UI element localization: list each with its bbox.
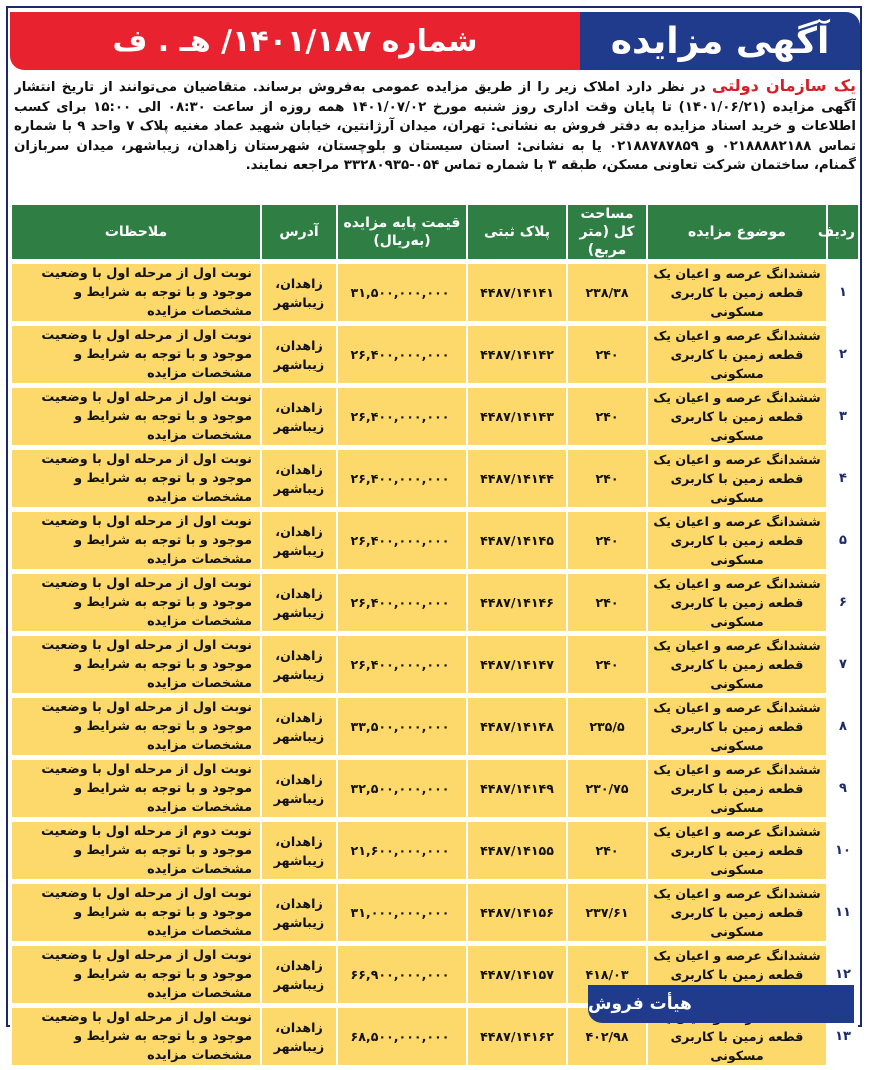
table-row xyxy=(10,264,858,321)
row-number-cell: ۱۱ xyxy=(826,884,858,941)
table-row xyxy=(10,326,858,383)
plaque-cell: ۴۴۸۷/۱۴۱۵۵ xyxy=(466,822,566,879)
ad-number-banner xyxy=(10,12,580,70)
subject-cell: ششدانگ عرصه و اعیان یک قطعه زمین با کاربری مسکونی xyxy=(646,512,826,569)
notes-cell: نوبت اول از مرحله اول با وضعیت موجود و با توجه به شرایط و مشخصات مزایده xyxy=(10,884,260,941)
price-cell: ۲۶,۴۰۰,۰۰۰,۰۰۰ xyxy=(336,574,466,631)
row-number-cell: ۶ xyxy=(826,574,858,631)
address-cell: زاهدان، زیباشهر xyxy=(260,574,336,631)
address-cell: زاهدان، زیباشهر xyxy=(260,636,336,693)
notes-cell: نوبت اول از مرحله اول با وضعیت موجود و با توجه به شرایط و مشخصات مزایده xyxy=(10,698,260,755)
address-cell: زاهدان، زیباشهر xyxy=(260,760,336,817)
col-header-price: قیمت پایه مزایده (به‌ریال) xyxy=(336,205,466,259)
notes-cell: نوبت دوم از مرحله اول با وضعیت موجود و با توجه به شرایط و مشخصات مزایده xyxy=(10,822,260,879)
price-cell: ۲۶,۴۰۰,۰۰۰,۰۰۰ xyxy=(336,512,466,569)
price-cell: ۲۶,۴۰۰,۰۰۰,۰۰۰ xyxy=(336,326,466,383)
price-cell: ۲۶,۴۰۰,۰۰۰,۰۰۰ xyxy=(336,450,466,507)
plaque-cell: ۴۴۸۷/۱۴۱۴۷ xyxy=(466,636,566,693)
price-cell: ۳۳,۵۰۰,۰۰۰,۰۰۰ xyxy=(336,698,466,755)
notes-cell: نوبت اول از مرحله اول با وضعیت موجود و با توجه به شرایط و مشخصات مزایده xyxy=(10,388,260,445)
notes-cell: نوبت اول از مرحله اول با وضعیت موجود و با توجه به شرایط و مشخصات مزایده xyxy=(10,512,260,569)
table-row xyxy=(10,636,858,693)
area-cell: ۲۴۰ xyxy=(566,450,646,507)
table-row xyxy=(10,450,858,507)
subject-cell: ششدانگ عرصه و اعیان یک قطعه زمین با کاربری مسکونی xyxy=(646,450,826,507)
notes-cell: نوبت اول از مرحله اول با وضعیت موجود و با توجه به شرایط و مشخصات مزایده xyxy=(10,574,260,631)
subject-cell: ششدانگ عرصه و اعیان یک قطعه زمین با کاربری مسکونی xyxy=(646,698,826,755)
plaque-cell: ۴۴۸۷/۱۴۱۵۶ xyxy=(466,884,566,941)
footer-label: هیأت فروش xyxy=(588,994,692,1014)
area-cell: ۴۱۸/۰۳ xyxy=(566,946,646,1003)
price-cell: ۲۶,۴۰۰,۰۰۰,۰۰۰ xyxy=(336,388,466,445)
table-row xyxy=(10,884,858,941)
ad-header xyxy=(10,12,860,70)
address-cell: زاهدان، زیباشهر xyxy=(260,1008,336,1065)
subject-cell: قطعه زمین با کاربری مسکونی xyxy=(646,1008,826,1065)
area-cell: ۲۴۰ xyxy=(566,388,646,445)
plaque-cell: ۴۴۸۷/۱۴۱۴۵ xyxy=(466,512,566,569)
notes-cell: نوبت اول از مرحله اول با وضعیت موجود و با توجه به شرایط و مشخصات مزایده xyxy=(10,450,260,507)
row-number-cell: ۱ xyxy=(826,264,858,321)
footer-banner xyxy=(588,985,854,1023)
ad-title-banner xyxy=(580,12,860,70)
col-header-notes: ملاحظات xyxy=(10,205,260,259)
address-cell: زاهدان، زیباشهر xyxy=(260,884,336,941)
plaque-cell: ۴۴۸۷/۱۴۱۴۳ xyxy=(466,388,566,445)
plaque-cell: ۴۴۸۷/۱۴۱۴۱ xyxy=(466,264,566,321)
notes-cell: نوبت اول از مرحله اول با وضعیت موجود و با توجه به شرایط و مشخصات مزایده xyxy=(10,760,260,817)
price-cell: ۳۲,۵۰۰,۰۰۰,۰۰۰ xyxy=(336,760,466,817)
address-cell: زاهدان، زیباشهر xyxy=(260,822,336,879)
notes-cell: نوبت اول از مرحله اول با وضعیت موجود و با توجه به شرایط و مشخصات مزایده xyxy=(10,326,260,383)
row-number-cell: ۱۳ xyxy=(826,1008,858,1065)
notes-cell: نوبت اول از مرحله اول با وضعیت موجود و با توجه به شرایط و مشخصات مزایده xyxy=(10,264,260,321)
row-number-cell: ۴ xyxy=(826,450,858,507)
auction-table xyxy=(10,200,858,1070)
table-row xyxy=(10,574,858,631)
col-header-row: ردیف xyxy=(826,205,858,259)
price-cell: ۲۱,۶۰۰,۰۰۰,۰۰۰ xyxy=(336,822,466,879)
plaque-cell: ۴۴۸۷/۱۴۱۴۸ xyxy=(466,698,566,755)
area-cell: ۲۴۰ xyxy=(566,574,646,631)
row-number-cell: ۹ xyxy=(826,760,858,817)
subject-cell: ششدانگ عرصه و اعیان یک قطعه زمین با کاربری مسکونی xyxy=(646,264,826,321)
table-header-row xyxy=(10,205,858,259)
row-number-cell: ۸ xyxy=(826,698,858,755)
price-cell: ۲۶,۴۰۰,۰۰۰,۰۰۰ xyxy=(336,636,466,693)
address-cell: زاهدان، زیباشهر xyxy=(260,326,336,383)
subject-cell: ششدانگ عرصه و اعیان یک قطعه زمین با کاربری مسکونی xyxy=(646,822,826,879)
row-number-cell: ۷ xyxy=(826,636,858,693)
table-row xyxy=(10,388,858,445)
price-cell: ۶۸,۵۰۰,۰۰۰,۰۰۰ xyxy=(336,1008,466,1065)
plaque-cell: ۴۴۸۷/۱۴۱۶۲ xyxy=(466,1008,566,1065)
address-cell: زاهدان، زیباشهر xyxy=(260,450,336,507)
subject-cell: ششدانگ عرصه و اعیان یک قطعه زمین با کاربری مسکونی xyxy=(646,636,826,693)
address-cell: زاهدان، زیباشهر xyxy=(260,698,336,755)
row-number-cell: ۱۰ xyxy=(826,822,858,879)
area-cell: ۲۴۰ xyxy=(566,822,646,879)
row-number-cell: ۲ xyxy=(826,326,858,383)
col-header-plaque: پلاک ثبتی xyxy=(466,205,566,259)
plaque-cell: ۴۴۸۷/۱۴۱۵۷ xyxy=(466,946,566,1003)
area-cell: ۲۳۵/۵ xyxy=(566,698,646,755)
notes-cell: نوبت اول از مرحله اول با وضعیت موجود و با توجه به شرایط و مشخصات مزایده xyxy=(10,946,260,1003)
organization-name: یک سازمان دولتی xyxy=(711,76,856,95)
area-cell: ۲۳۰/۷۵ xyxy=(566,760,646,817)
row-number-cell: ۱۲ xyxy=(826,946,858,1003)
ad-number: شماره ۱۴۰۱/۱۸۷/ هـ . ف xyxy=(112,23,478,59)
row-number-cell: ۵ xyxy=(826,512,858,569)
area-cell: ۲۳۷/۶۱ xyxy=(566,884,646,941)
table-row xyxy=(10,698,858,755)
table-row xyxy=(10,822,858,879)
price-cell: ۳۱,۵۰۰,۰۰۰,۰۰۰ xyxy=(336,264,466,321)
address-cell: زاهدان، زیباشهر xyxy=(260,264,336,321)
subject-cell: ششدانگ عرصه و اعیان یک قطعه زمین با کاربری مسکونی xyxy=(646,388,826,445)
col-header-area: مساحت کل (متر مربع) xyxy=(566,205,646,259)
price-cell: ۶۶,۹۰۰,۰۰۰,۰۰۰ xyxy=(336,946,466,1003)
intro-paragraph xyxy=(14,76,856,194)
notes-cell: نوبت اول از مرحله اول با وضعیت موجود و با توجه به شرایط و مشخصات مزایده xyxy=(10,636,260,693)
area-cell: ۲۴۰ xyxy=(566,326,646,383)
area-cell: ۲۴۰ xyxy=(566,512,646,569)
subject-cell: ششدانگ عرصه و اعیان یک قطعه زمین با کاربری xyxy=(646,946,826,1003)
area-cell: ۴۰۲/۹۸ xyxy=(566,1008,646,1065)
ad-title: آگهی مزایده xyxy=(610,20,830,62)
subject-cell: ششدانگ عرصه و اعیان یک قطعه زمین با کاربری مسکونی xyxy=(646,326,826,383)
plaque-cell: ۴۴۸۷/۱۴۱۴۲ xyxy=(466,326,566,383)
plaque-cell: ۴۴۸۷/۱۴۱۴۶ xyxy=(466,574,566,631)
area-cell: ۲۳۸/۳۸ xyxy=(566,264,646,321)
address-cell: زاهدان، زیباشهر xyxy=(260,946,336,1003)
address-cell: زاهدان، زیباشهر xyxy=(260,388,336,445)
subject-cell: ششدانگ عرصه و اعیان یک قطعه زمین با کاربری مسکونی xyxy=(646,574,826,631)
subject-cell: ششدانگ عرصه و اعیان یک قطعه زمین با کاربری مسکونی xyxy=(646,884,826,941)
col-header-address: آدرس xyxy=(260,205,336,259)
table-row xyxy=(10,760,858,817)
col-header-subject: موضوع مزایده xyxy=(646,205,826,259)
intro-body: در نظر دارد املاک زیر را از طریق مزایده عمومی به‌فروش برساند. متقاضیان می‌توانند از تاریخ انتشار آگهی مزایده (۱۴۰۱/۰۶/۲۱) تا پایان وقت اداری روز شنبه مورخ ۱۴۰۱/۰۷/۰۲ همه روزه از ساعت ۰۸:۳۰ الی ۱۵:۰۰ برای کسب اطلاعات و خرید اسناد مزایده به دفتر فروش به نشانی: تهران، میدان آرژانتین، خیابان شهید عماد مغنیه پلاک ۷ واحد ۹ با شماره تماس ۰۲۱۸۸۸۸۲۱۸۸ و ۰۲۱۸۸۷۸۷۸۵۹ یا به نشانی: استان سیستان و بلوچستان، شهرستان زاهدان، زیباشهر، میدان سربازان گمنام، ساختمان شرکت تعاونی مسکن، طبقه ۳ با شماره تماس ۰۵۴-۳۳۲۸۰۹۳۵ مراجعه نمایند. xyxy=(14,80,856,174)
row-number-cell: ۳ xyxy=(826,388,858,445)
subject-cell: ششدانگ عرصه و اعیان یک قطعه زمین با کاربری مسکونی xyxy=(646,760,826,817)
plaque-cell: ۴۴۸۷/۱۴۱۴۴ xyxy=(466,450,566,507)
address-cell: زاهدان، زیباشهر xyxy=(260,512,336,569)
plaque-cell: ۴۴۸۷/۱۴۱۴۹ xyxy=(466,760,566,817)
price-cell: ۳۱,۰۰۰,۰۰۰,۰۰۰ xyxy=(336,884,466,941)
area-cell: ۲۴۰ xyxy=(566,636,646,693)
table-row xyxy=(10,512,858,569)
notes-cell: نوبت اول از مرحله اول با وضعیت موجود و با توجه به شرایط و مشخصات مزایده xyxy=(10,1008,260,1065)
